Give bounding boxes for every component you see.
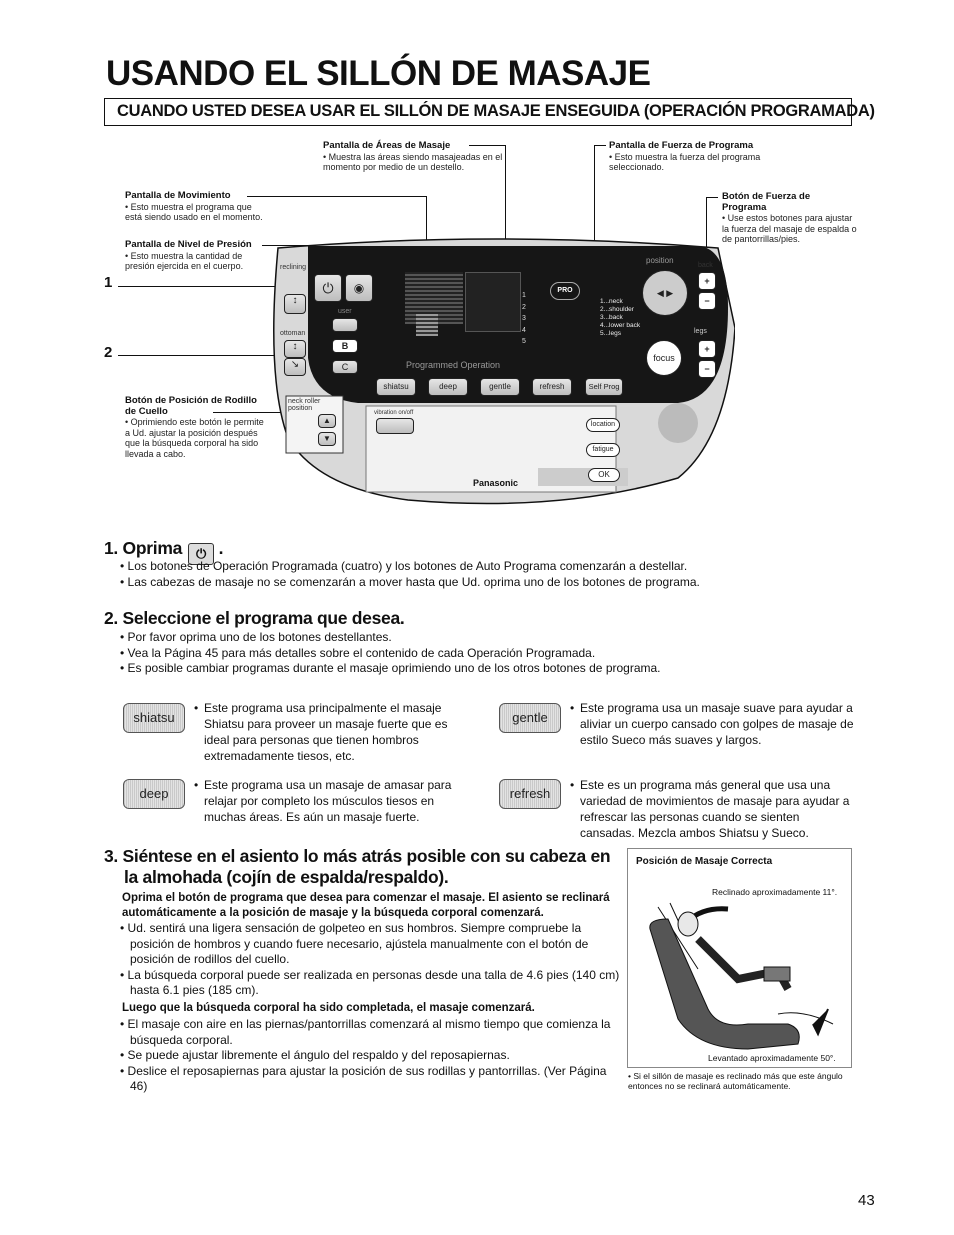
step1-bullets <box>120 559 850 590</box>
list-item: • La búsqueda corporal puede ser realizada en personas desde una talla de 4.6 pies (140 cm) hasta 6.1 pies (185 cm). <box>120 968 620 999</box>
neck-roller-down-button[interactable]: ▼ <box>318 432 336 446</box>
ok-button[interactable]: OK <box>588 468 620 482</box>
reclining-button[interactable]: ↕ <box>284 294 306 314</box>
refresh-desc: • Este es un programa más general que usa una variedad de movimientos de masaje para ayudar a refrescar las personas cuando se sienten cansadas. Mezcla ambos Shiatsu y Sueco. <box>570 778 850 840</box>
ottoman-label: ottoman <box>280 330 306 337</box>
fatigue-button[interactable]: fatigue <box>586 443 620 457</box>
user-a-button[interactable] <box>332 318 358 332</box>
list-item: • Se puede ajustar libremente el ángulo del respaldo y del reposapiernas. <box>120 1048 620 1064</box>
page-number: 43 <box>858 1192 875 1209</box>
list-item: • Es posible cambiar programas durante el masaje oprimiendo uno de los otros botones de programa. <box>120 661 850 677</box>
marker-1: 1 <box>104 274 113 291</box>
strength-levels <box>522 290 526 348</box>
user-label: user <box>338 308 352 315</box>
panel-shiatsu-button[interactable]: shiatsu <box>376 378 416 396</box>
power-button[interactable]: ⏻ <box>314 274 342 302</box>
ottoman-button[interactable]: ↕ <box>284 340 306 358</box>
pro-badge: PRO <box>550 282 580 300</box>
recline-label: Reclinado aproximadamente 11°. <box>712 887 838 897</box>
callout-fuerza-pantalla-title: Pantalla de Fuerza de Programa <box>609 140 754 151</box>
deep-desc: • Este programa usa un masaje de amasar para relajar por completo los músculos tiesos en muchas áreas. Es aún un masaje fuerte. <box>194 778 452 824</box>
area-legend-item: 5...legs <box>600 330 621 337</box>
step1-period: . <box>214 538 224 558</box>
list-item: • Los botones de Operación Programada (cuatro) y los botones de Auto Programa comenzarán a destellar. <box>120 559 850 575</box>
position-box-title: Posición de Masaje Correcta <box>636 856 773 867</box>
callout-presion-desc: • Esto muestra la cantidad de presión ejercida en el cuerpo. <box>125 250 244 271</box>
area-legend-item: 2...shoulder <box>600 306 634 313</box>
step2-bullets <box>120 630 850 677</box>
level-item: 2 <box>522 303 526 311</box>
step3-bold2: Luego que la búsqueda corporal ha sido completada, el masaje comenzará. <box>122 1002 535 1014</box>
marker-2: 2 <box>104 344 113 361</box>
leader-line <box>594 145 606 146</box>
step3-bold1: Oprima el botón de programa que desea para comenzar el masaje. El asiento se reclinará automáticamente a la posición de masaje y la búsqueda corporal comenzará. <box>122 892 610 919</box>
reclining-label: reclining <box>280 264 307 271</box>
ottoman-down-button[interactable]: ↘ <box>284 358 306 376</box>
area-legend-item: 4...lower back <box>600 322 641 329</box>
step1-heading-text: 1. Oprima <box>104 538 183 558</box>
position-note: • Si el sillón de masaje es reclinado más que este ángulo entonces no se reclinará automáticamente. <box>628 1071 843 1091</box>
step3-heading-line1: 3. Siéntese en el asiento lo más atrás posible con su cabeza en <box>104 846 611 866</box>
callout-rodillo-title: Botón de Posición de Rodillo de Cuello <box>125 395 257 417</box>
level-item: 5 <box>522 338 526 345</box>
list-item: • Deslice el reposapiernas para ajustar la posición de sus rodillas y pantorrillas. (Ver Página 46) <box>120 1064 620 1095</box>
callout-areas-desc: • Muestra las áreas siendo masajeadas en el momento por medio de un destello. <box>323 151 503 172</box>
step3-bullets1 <box>120 921 620 999</box>
self-prog-button[interactable]: Self Prog <box>585 378 623 396</box>
gentle-button[interactable]: gentle <box>499 703 561 733</box>
area-legend-item: 1...neck <box>600 298 623 305</box>
list-item: • Las cabezas de masaje no se comenzarán a mover hasta que Ud. oprima uno de los botones de programa. <box>120 575 850 591</box>
neck-roller-up-button[interactable]: ▲ <box>318 414 336 428</box>
back-label: back <box>698 262 713 269</box>
neck-roller-label: neck roller position <box>288 398 321 412</box>
legs-label: legs <box>694 328 707 335</box>
callout-presion-title: Pantalla de Nivel de Presión <box>125 239 252 250</box>
vibration-button[interactable] <box>376 418 414 434</box>
position-box <box>627 848 852 1068</box>
area-legend <box>600 298 640 338</box>
leader-line <box>469 145 506 146</box>
list-item: • Vea la Página 45 para más detalles sobre el contenido de cada Operación Programada. <box>120 646 850 662</box>
callout-areas-title: Pantalla de Áreas de Masaje <box>323 140 451 151</box>
refresh-button[interactable]: refresh <box>499 779 561 809</box>
callout-movimiento <box>125 191 265 223</box>
callout-fuerza-pantalla-desc: • Esto muestra la fuerza del programa seleccionado. <box>609 151 761 172</box>
position-dial[interactable]: ◀ ▶ <box>642 270 688 316</box>
list-item: • El masaje con aire en las piernas/pantorrillas comenzará al mismo tiempo que comienza la búsqueda corporal. <box>120 1017 620 1048</box>
level-item: 1 <box>522 292 526 299</box>
brand-logo: Panasonic <box>473 478 519 488</box>
user-c-button[interactable]: C <box>332 360 358 374</box>
deep-button[interactable]: deep <box>123 779 185 809</box>
callout-movimiento-desc: • Esto muestra el programa que está siendo usado en el momento. <box>125 201 263 222</box>
step3-bullets2 <box>120 1017 620 1095</box>
area-display <box>465 272 521 332</box>
page-title: USANDO EL SILLÓN DE MASAJE <box>106 54 651 93</box>
chair-illustration <box>628 849 853 1069</box>
panel-gentle-button[interactable]: gentle <box>480 378 520 396</box>
power-icon: ⏻ <box>188 543 214 565</box>
panel-refresh-button[interactable]: refresh <box>532 378 572 396</box>
back-minus-button[interactable]: − <box>698 292 716 310</box>
callout-fuerza-boton-title: Botón de Fuerza de Programa <box>722 191 811 213</box>
callout-fuerza-pantalla <box>609 141 779 173</box>
callout-movimiento-title: Pantalla de Movimiento <box>125 190 231 201</box>
panel-deep-button[interactable]: deep <box>428 378 468 396</box>
focus-button[interactable]: focus <box>646 340 682 376</box>
user-b-button[interactable]: B <box>332 339 358 353</box>
raise-label: Levantado aproximadamente 50°. <box>708 1053 836 1063</box>
leader-line <box>706 197 718 198</box>
back-plus-button[interactable]: + <box>698 272 716 290</box>
legs-minus-button[interactable]: − <box>698 360 716 378</box>
location-button[interactable]: location <box>586 418 620 432</box>
level-item: 3 <box>522 315 526 322</box>
control-panel <box>258 238 735 510</box>
level-item: 4 <box>522 326 526 334</box>
shiatsu-desc: • Este programa usa principalmente el masaje Shiatsu para proveer un masaje fuerte que es ideal para personas que tienen hombros extremadamente tiesos, etc. <box>194 701 448 763</box>
pressure-display <box>416 314 438 336</box>
gentle-desc: • Este programa usa un masaje suave para ayudar a aliviar un cuerpo cansado con golpes de masaje de estilo Sueco más suaves y largos. <box>570 701 854 747</box>
list-item: • Ud. sentirá una ligera sensación de golpeteo en sus hombros. Siempre compruebe la posición de hombros y cuando fuere necesario, ajústela manualmente con el botón de posición de rodillos del cuello. <box>120 921 620 968</box>
legs-plus-button[interactable]: + <box>698 340 716 358</box>
section-subtitle: CUANDO USTED DESEA USAR EL SILLÓN DE MASAJE ENSEGUIDA (OPERACIÓN PROGRAMADA) <box>104 98 852 126</box>
auto-button[interactable]: ◉ <box>345 274 373 302</box>
programmed-operation-label: Programmed Operation <box>406 360 501 370</box>
position-label: position <box>646 256 674 265</box>
vibration-label: vibration on/off <box>374 410 414 416</box>
callout-rodillo-desc: • Oprimiendo este botón le permite a Ud. ajustar la posición después que la búsqueda corporal ha sido llevada a cabo. <box>125 417 264 459</box>
area-legend-item: 3...back <box>600 314 623 321</box>
step3-heading-line2: la almohada (cojín de espalda/respaldo). <box>124 867 449 887</box>
step2-heading: 2. Seleccione el programa que desea. <box>104 608 405 628</box>
callout-rodillo <box>125 396 265 459</box>
callout-presion <box>125 240 265 272</box>
list-item: • Por favor oprima uno de los botones destellantes. <box>120 630 850 646</box>
leader-line <box>247 196 427 197</box>
callout-fuerza-boton <box>722 192 857 245</box>
step3-heading <box>104 846 624 888</box>
shiatsu-button[interactable]: shiatsu <box>123 703 185 733</box>
callout-fuerza-boton-desc: • Use estos botones para ajustar la fuerza del masaje de espalda o de pantorrillas/pies. <box>722 213 857 244</box>
